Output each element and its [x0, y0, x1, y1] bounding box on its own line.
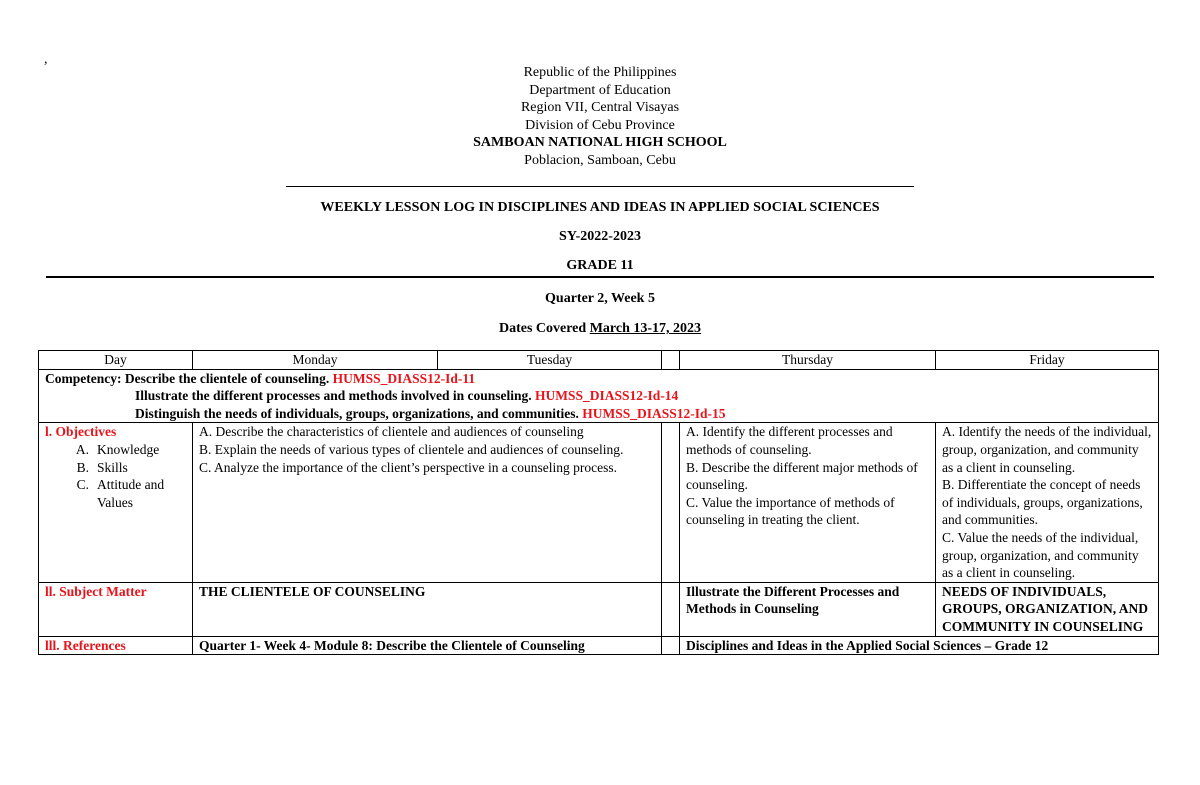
references-thursday: Disciplines and Ideas in the Applied Social Sciences – Grade 12: [680, 636, 1159, 655]
references-row: [39, 636, 1159, 655]
dates-covered: [0, 321, 1200, 337]
objectives-spacer: [662, 423, 680, 582]
objective-item: A. Identify the different processes and methods of counseling.: [686, 424, 893, 457]
subject-matter-monday: THE CLIENTELE OF COUNSELING: [193, 582, 662, 636]
header-divider: [286, 186, 914, 187]
day-header-tuesday: Tuesday: [438, 351, 662, 370]
objective-item: B. Explain the needs of various types of clientele and audiences of counseling.: [199, 441, 624, 457]
objectives-label: l. Objectives: [45, 424, 117, 440]
objective-item: B. Differentiate the concept of needs of individuals, groups, organizations, and communities.: [942, 477, 1143, 528]
objective-item: C. Analyze the importance of the client’s perspective in a counseling process.: [199, 459, 617, 475]
subject-matter-thursday: Illustrate the Different Processes and Methods in Counseling: [680, 582, 936, 636]
competency-line: Competency: Describe the clientele of counseling. HUMSS_DIASS12-Id-11: [45, 370, 476, 386]
school-name: SAMBOAN NATIONAL HIGH SCHOOL: [473, 135, 727, 151]
competency-code: HUMSS_DIASS12-Id-15: [582, 405, 726, 421]
school-address: Poblacion, Samboan, Cebu: [524, 152, 676, 168]
competency-line: Illustrate the different processes and methods involved in counseling. HUMSS_DIASS12-Id-14: [135, 388, 679, 404]
letterhead-line: Department of Education: [529, 82, 671, 98]
grade-level: GRADE 11: [566, 258, 634, 273]
objective-item: A. Describe the characteristics of clientele and audiences of counseling: [199, 424, 584, 440]
subject-matter-label: ll. Subject Matter: [39, 582, 193, 636]
day-header: Day: [39, 351, 193, 370]
letterhead-line: Republic of the Philippines: [523, 65, 677, 80]
objective-item: B. Describe the different major methods of counseling.: [686, 459, 918, 493]
subject-matter-row: [39, 582, 1159, 636]
dates-value: March 13-17, 2023: [589, 321, 702, 336]
stray-mark: ,: [44, 52, 48, 67]
day-header-spacer: [662, 351, 680, 370]
letterhead-line: Region VII, Central Visayas: [520, 100, 680, 116]
section-divider: [46, 276, 1154, 278]
competency-code: HUMSS_DIASS12-Id-14: [535, 388, 679, 404]
subject-matter-friday: NEEDS OF INDIVIDUALS, GROUPS, ORGANIZATION, AND COMMUNITY IN COUNSELING: [936, 582, 1159, 636]
competency-cell: [39, 369, 1159, 423]
objectives-label-cell: [39, 423, 193, 582]
objectives-thursday: [680, 423, 936, 582]
list-item: C. Attitude and Values: [76, 477, 165, 510]
list-item: B. Skills: [76, 459, 128, 475]
objective-item: A. Identify the needs of the individual, group, organization, and community as a client in counseling.: [942, 424, 1152, 475]
list-item: A. Knowledge: [75, 441, 160, 457]
day-header-monday: Monday: [193, 351, 438, 370]
school-year: SY-2022-2023: [559, 229, 641, 244]
quarter-week: Quarter 2, Week 5: [545, 291, 655, 306]
document-title: WEEKLY LESSON LOG IN DISCIPLINES AND IDEAS IN APPLIED SOCIAL SCIENCES: [320, 200, 880, 215]
objectives-monday: [193, 423, 662, 582]
objective-item: C. Value the needs of the individual, group, organization, and community as a client in counseling.: [942, 529, 1139, 581]
competency-code: HUMSS_DIASS12-Id-11: [332, 370, 476, 386]
day-header-row: [39, 351, 1159, 370]
day-header-friday: Friday: [936, 351, 1159, 370]
objectives-friday: [936, 423, 1159, 582]
day-header-thursday: Thursday: [680, 351, 936, 370]
competency-row: [39, 369, 1159, 423]
lesson-log-table: [38, 350, 1159, 655]
references-monday: Quarter 1- Week 4- Module 8: Describe the Clientele of Counseling: [193, 636, 662, 655]
references-spacer: [662, 636, 680, 655]
letterhead: [0, 64, 1200, 170]
competency-line: Distinguish the needs of individuals, groups, organizations, and communities. HUMSS_DIASS12-Id-15: [135, 405, 726, 421]
objectives-list: [45, 441, 186, 511]
objective-item: C. Value the importance of methods of counseling in treating the client.: [686, 494, 895, 528]
dates-label: Dates Covered: [498, 321, 590, 336]
subject-matter-spacer: [662, 582, 680, 636]
references-label: lll. References: [39, 636, 193, 655]
objectives-row: [39, 423, 1159, 582]
letterhead-line: Division of Cebu Province: [525, 117, 675, 133]
